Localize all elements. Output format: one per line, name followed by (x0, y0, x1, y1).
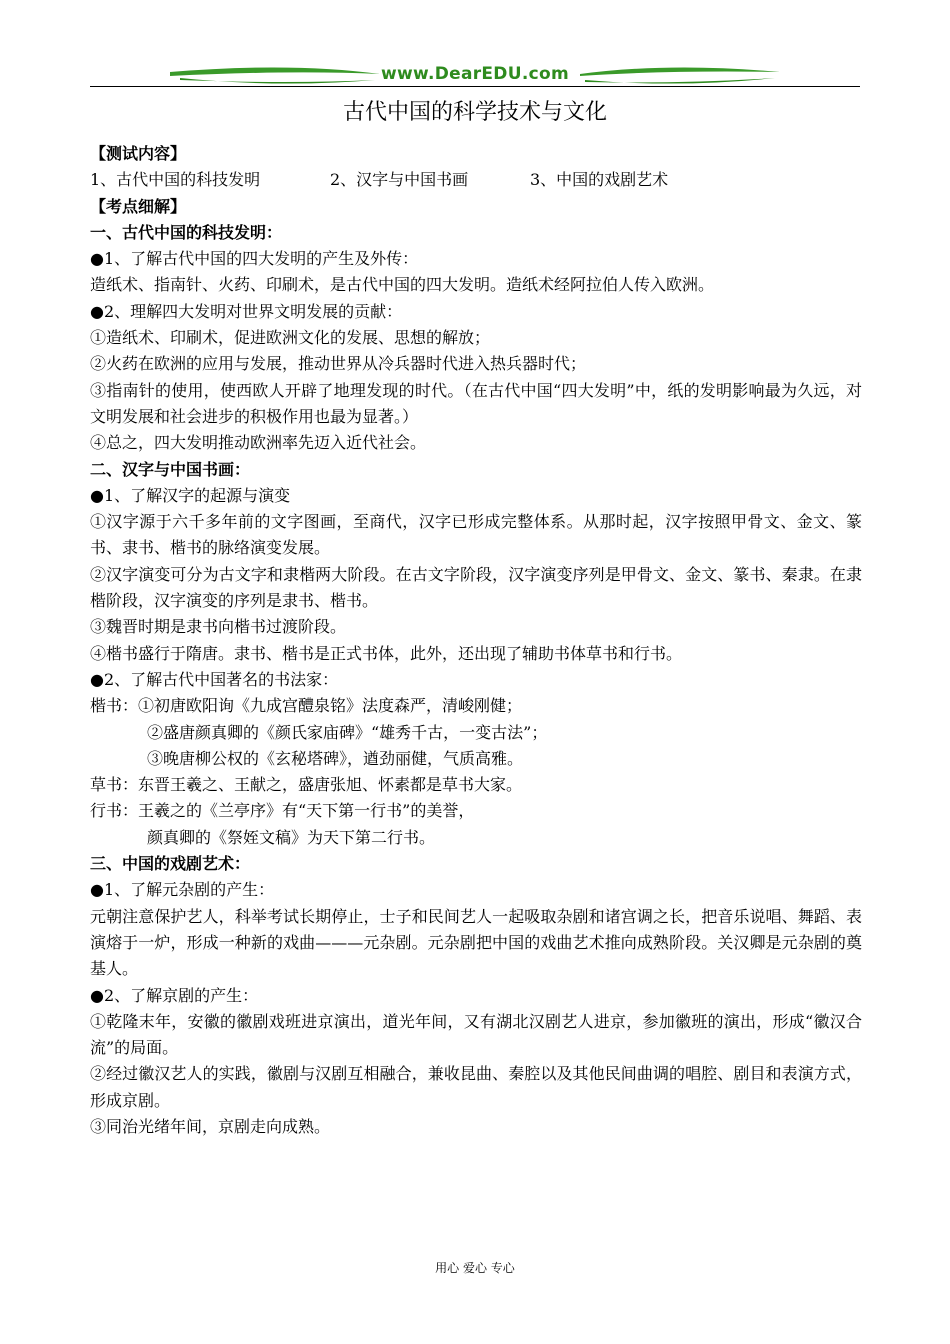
paragraph: ●1、了解元杂剧的产生： (90, 880, 275, 900)
paragraph: 造纸术、指南针、火药、印刷术，是古代中国的四大发明。造纸术经阿拉伯人传入欧洲。 (90, 275, 715, 295)
section-heading-key-points: 【考点细解】 (90, 196, 187, 216)
document-body (90, 141, 862, 1140)
paragraph: 颜真卿的《祭姪文稿》为天下第二行书。 (147, 827, 436, 847)
paragraph: ③指南针的使用，使西欧人开辟了地理发现的时代。（在古代中国“四大发明”中，纸的发明影响最为久远，对文明发展和社会进步的积极作用也最为显著。） (90, 380, 862, 426)
paragraph: ●2、了解京剧的产生： (90, 985, 259, 1005)
paragraph: ②经过徽汉艺人的实践，徽剧与汉剧互相融合，兼收昆曲、秦腔以及其他民间曲调的唱腔、剧目和表演方式，形成京剧。 (90, 1064, 862, 1110)
paragraph: ●1、了解古代中国的四大发明的产生及外传： (90, 249, 419, 269)
test-item-3: 3、中国的戏剧艺术 (530, 170, 669, 190)
paragraph: ③晚唐柳公权的《玄秘塔碑》，遒劲丽健，气质高雅。 (147, 748, 524, 768)
document-title: 古代中国的科学技术与文化 (342, 100, 607, 125)
section-3-heading: 三、中国的戏剧艺术： (90, 854, 251, 874)
paragraph: ●1、了解汉字的起源与演变 (90, 485, 291, 505)
paragraph: ①乾隆末年，安徽的徽剧戏班进京演出，道光年间，又有湖北汉剧艺人进京，参加徽班的演出，形成“徽汉合流”的局面。 (90, 1011, 862, 1058)
test-item-1: 1、古代中国的科技发明 (90, 170, 261, 190)
section-2-heading: 二、汉字与中国书画： (90, 459, 251, 479)
paragraph: 行书：王羲之的《兰亭序》有“天下第一行书”的美誉， (90, 801, 475, 821)
paragraph: ②汉字演变可分为古文字和隶楷两大阶段。在古文字阶段，汉字演变序列是甲骨文、金文、篆书、秦隶。在隶楷阶段，汉字演变的序列是隶书、楷书。 (90, 564, 862, 611)
paragraph: ②火药在欧洲的应用与发展，推动世界从冷兵器时代进入热兵器时代； (90, 354, 587, 374)
paragraph: ③同治光绪年间，京剧走向成熟。 (90, 1116, 331, 1136)
paragraph: ③魏晋时期是隶书向楷书过渡阶段。 (90, 617, 347, 637)
test-item-2: 2、汉字与中国书画 (330, 170, 469, 190)
page-footer: 用心 爱心 专心 (435, 1261, 515, 1275)
paragraph: ④总之，四大发明推动欧洲率先迈入近代社会。 (90, 433, 427, 453)
section-1-heading: 一、古代中国的科技发明： (90, 222, 283, 242)
site-logo-text[interactable]: www.DearEDU.com (381, 64, 569, 84)
test-items-row (90, 167, 862, 193)
paragraph: ●2、理解四大发明对世界文明发展的贡献： (90, 301, 403, 321)
paragraph: 元朝注意保护艺人，科举考试长期停止，士子和民间艺人一起吸取杂剧和诸宫调之长，把音乐说唱、舞蹈、表演熔于一炉，形成一种新的戏曲———元杂剧。元杂剧把中国的戏曲艺术推向成熟阶段。关汉卿是元杂剧的奠基人。 (90, 906, 862, 979)
paragraph: ●2、了解古代中国著名的书法家： (90, 669, 339, 689)
section-heading-test-content: 【测试内容】 (90, 144, 187, 163)
paragraph: ①汉字源于六千多年前的文字图画，至商代，汉字已形成完整体系。从那时起，汉字按照甲骨文、金文、篆书、隶书、楷书的脉络演变发展。 (90, 512, 862, 558)
paragraph: ④楷书盛行于隋唐。隶书、楷书是正式书体，此外，还出现了辅助书体草书和行书。 (90, 643, 683, 663)
paragraph: 楷书：①初唐欧阳询《九成宫醴泉铭》法度森严，清峻刚健； (90, 696, 523, 716)
paragraph: ①造纸术、印刷术，促进欧洲文化的发展、思想的解放； (90, 328, 491, 348)
header-divider (90, 86, 860, 87)
paragraph: 草书：东晋王羲之、王献之，盛唐张旭、怀素都是草书大家。 (90, 775, 523, 795)
paragraph: ②盛唐颜真卿的《颜氏家庙碑》“雄秀千古，一变古法”； (147, 722, 548, 742)
